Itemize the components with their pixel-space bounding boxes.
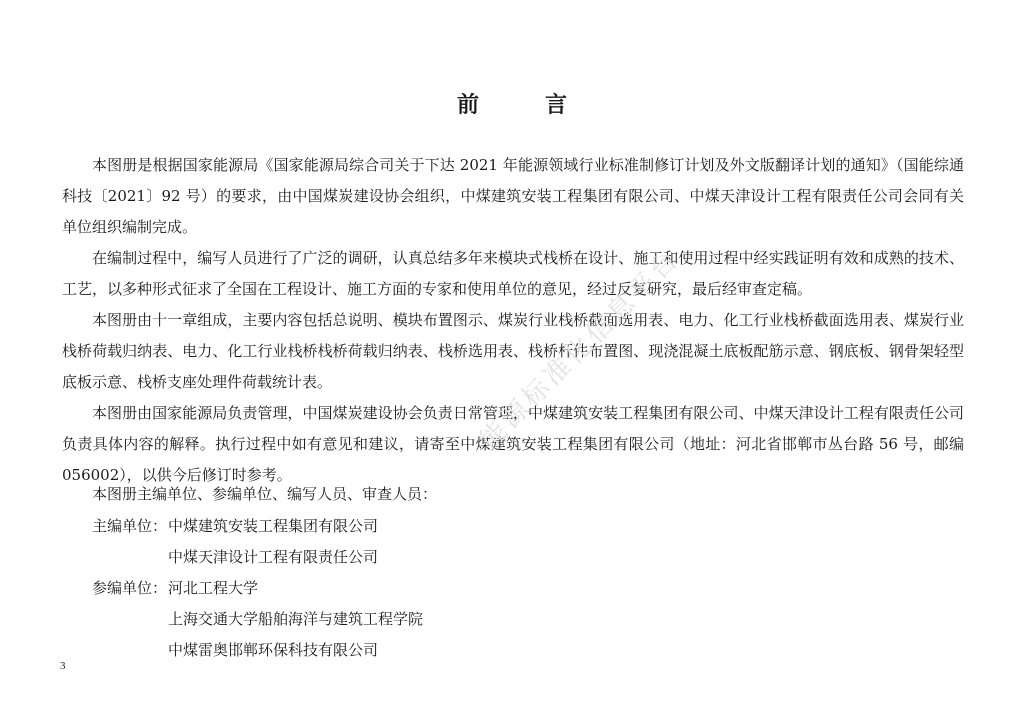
- participating-unit-2: 上海交通大学船舶海洋与建筑工程学院: [168, 610, 424, 628]
- paragraph-2: 在编制过程中，编写人员进行了广泛的调研，认真总结多年来模块式栈桥在设计、施工和使用过程中经实践证明有效和成熟的技术、工艺，以多种形式征求了全国在工程设计、施工方面的专家和使用单位的意见，经过反复研究，最后经审查定稿。: [62, 249, 964, 298]
- units-intro: 本图册主编单位、参编单位、编写人员、审查人员：: [92, 485, 438, 503]
- preface-body: [62, 150, 964, 491]
- chief-unit-1: 中煤建筑安装工程集团有限公司: [168, 517, 379, 535]
- paragraph-1: 本图册是根据国家能源局《国家能源局综合司关于下达 2021 年能源领域行业标准制修订计划及外文版翻译计划的通知》（国能综通科技〔2021〕92 号）的要求，由中国煤炭建设协会组织，中煤建筑安装工程集团有限公司、中煤天津设计工程有限责任公司会同有关单位组织编制完成。: [62, 156, 964, 236]
- paragraph-3: 本图册由十一章组成，主要内容包括总说明、模块布置图示、煤炭行业栈桥截面选用表、电力、化工行业栈桥截面选用表、煤炭行业栈桥荷载归纳表、电力、化工行业栈桥栈桥荷载归纳表、栈桥选用表、栈桥杆件布置图、现浇混凝土底板配筋示意、钢底板、钢骨架轻型底板示意、栈桥支座处理件荷载统计表。: [62, 311, 964, 391]
- participating-unit-3: 中煤雷奥邯郸环保科技有限公司: [168, 641, 379, 659]
- chief-unit-2: 中煤天津设计工程有限责任公司: [168, 548, 379, 566]
- page-number: 3: [60, 660, 66, 672]
- paragraph-4: 本图册由国家能源局负责管理，中国煤炭建设协会负责日常管理，中煤建筑安装工程集团有限公司、中煤天津设计工程有限责任公司负责具体内容的解释。执行过程中如有意见和建议，请寄至中煤建筑安装工程集团有限公司（地址：河北省邯郸市丛台路 56 号，邮编 056002），以供今后修订时参考。: [62, 404, 964, 484]
- page-title: 前 言: [456, 92, 589, 118]
- participating-unit-1: 河北工程大学: [168, 579, 259, 597]
- chief-label: 主编单位：: [92, 517, 168, 535]
- watermark: 能源标准化信息平台: [474, 243, 687, 456]
- participating-label: 参编单位：: [92, 579, 168, 597]
